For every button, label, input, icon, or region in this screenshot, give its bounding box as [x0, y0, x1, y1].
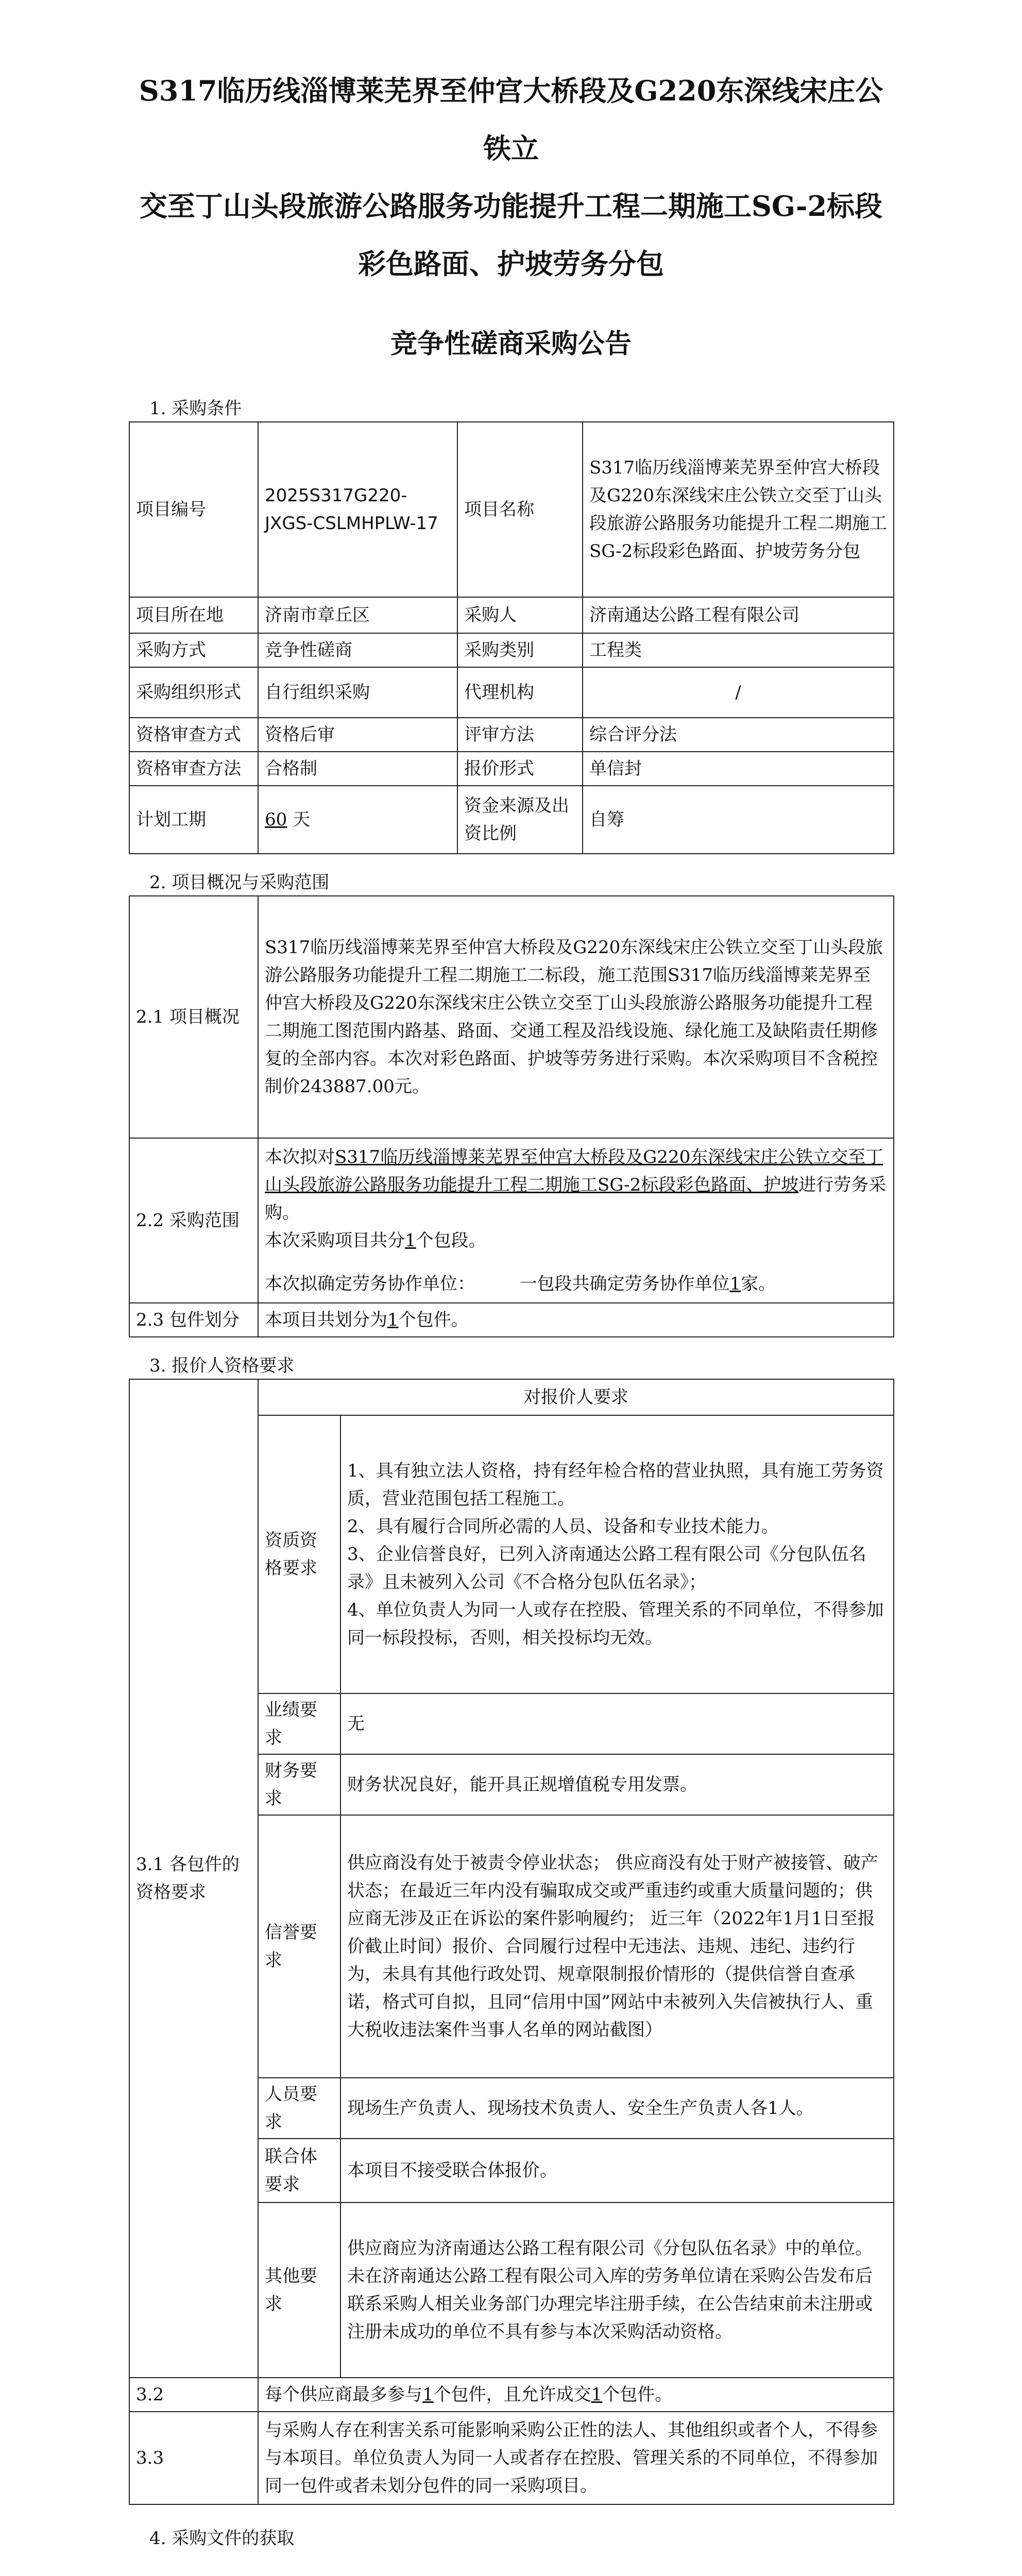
r32-cell — [258, 2378, 894, 2412]
pkg-pre: 本项目共划分为 — [265, 1310, 387, 1330]
scope-pre: 本次拟对 — [265, 1147, 335, 1167]
project-name-label: 项目名称 — [457, 422, 583, 597]
fin-value: 财务状况良好，能开具正规增值税专用发票。 — [340, 1754, 894, 1815]
purchase-conditions-table — [129, 421, 894, 854]
r32-num: 1 — [422, 2384, 434, 2405]
qual-item-1: 1、具有独立法人资格，持有经年检合格的营业执照，具有施工劳务资质，营业范围包括工程施工。 — [347, 1461, 884, 1509]
fin-label: 财务要求 — [258, 1754, 340, 1815]
title-line-2: 交至丁山头段旅游公路服务功能提升工程二期施工SG-2标段 — [139, 190, 883, 223]
org-form-value: 自行组织采购 — [258, 667, 457, 718]
agency-label: 代理机构 — [457, 667, 583, 718]
credit-value: 供应商没有处于被责令停业状态； 供应商没有处于财产被接管、破产状态；在最近三年内没有骗取成交或严重违约或重大质量问题的；供应商无涉及正在诉讼的案件影响履约； 近三年（2022年1月1日至报价截止时间）报价、合同履行过程中无违法、违规、违纪、违约行为，未具有其他行政处罚、规章限制报价情形的（提供信誉自查承诺，格式可自拟，且同“信用中国”网站中未被列入失信被执行人、重大税收违法案件当事人名单的网站截图） — [340, 1815, 894, 2078]
scope-note-right-post: 家。 — [741, 1274, 776, 1294]
project-overview-table — [129, 895, 894, 1337]
staff-value: 现场生产负责人、现场技术负责人、安全生产负责人各1人。 — [340, 2078, 894, 2139]
period-value: 60 — [265, 809, 287, 830]
overview-label: 2.1 项目概况 — [129, 896, 258, 1138]
r32-post2: 个包件。 — [602, 2384, 673, 2405]
method-value: 竞争性磋商 — [258, 633, 457, 667]
scope-link: S317临历线淄博莱芜界至仲宫大桥段及G220东深线宋庄公铁立交至丁山头段旅游公路服务功能提升工程二期施工SG-2标段彩色路面、护坡 — [265, 1147, 883, 1195]
qual-item-3: 3、企业信誉良好，已列入济南通达公路工程有限公司《分包队伍名录》且未被列入公司《不合格分包队伍名录》； — [347, 1544, 866, 1592]
scope-cell — [258, 1138, 894, 1303]
joint-label: 联合体要求 — [258, 2139, 340, 2202]
eval-value: 综合评分法 — [583, 718, 894, 752]
staff-label: 人员要求 — [258, 2078, 340, 2139]
qual-std-value: 合格制 — [258, 752, 457, 786]
scope-note-right-num: 1 — [729, 1274, 741, 1294]
eval-label: 评审方法 — [457, 718, 583, 752]
document-subtitle: 竞争性磋商采购公告 — [390, 328, 632, 360]
qual-items — [340, 1415, 894, 1693]
overview-text: S317临历线淄博莱芜界至仲宫大桥段及G220东深线宋庄公铁立交至丁山头段旅游公路服务功能提升工程二期施工二标段，施工范围S317临历线淄博莱芜界至仲宫大桥段及G220东深线宋庄公铁立交至丁山头段旅游公路服务功能提升工程二期施工图范围内路基、路面、交通工程及沿线设施、绿化施工及缺陷责任期修复的全部内容。本次对彩色路面、护坡等劳务进行采购。本次采购项目不含税控制价243887.00元。 — [258, 896, 894, 1138]
category-label: 采购类别 — [457, 633, 583, 667]
scope-note-right-pre: 一包段共确定劳务协作单位 — [519, 1274, 730, 1294]
pkg-cell — [258, 1303, 894, 1337]
document-page — [129, 0, 893, 2576]
r33-label: 3.3 — [129, 2412, 258, 2504]
other-label: 其他要求 — [258, 2202, 340, 2378]
section-3-heading: 3. 报价人资格要求 — [149, 1355, 295, 1376]
section-2-heading: 2. 项目概况与采购范围 — [149, 872, 330, 893]
period-value-cell — [258, 786, 457, 854]
joint-value: 本项目不接受联合体报价。 — [340, 2139, 894, 2202]
scope-label: 2.2 采购范围 — [129, 1138, 258, 1303]
location-label: 项目所在地 — [129, 597, 258, 633]
perf-label: 业绩要求 — [258, 1693, 340, 1754]
project-no-value: 2025S317G220-JXGS-CSLMHPLW-17 — [258, 422, 457, 597]
credit-label: 信誉要求 — [258, 1815, 340, 2078]
scope-count-post: 个包段。 — [416, 1230, 486, 1251]
pkg-label: 2.3 包件划分 — [129, 1303, 258, 1337]
method-label: 采购方式 — [129, 633, 258, 667]
pkg-num: 1 — [387, 1310, 399, 1330]
fund-label: 资金来源及出资比例 — [457, 786, 583, 854]
section-4-heading: 4. 采购文件的获取 — [149, 2528, 295, 2549]
qual-item-4: 4、单位负责人为同一人或存在控股、管理关系的不同单位，不得参加同一标段投标，否则，相关投标均无效。 — [347, 1600, 884, 1648]
period-unit: 天 — [293, 809, 311, 830]
section-1-heading: 1. 采购条件 — [149, 398, 242, 419]
r32-num2: 1 — [591, 2384, 603, 2405]
qual-item-2: 2、具有履行合同所必需的人员、设备和专业技术能力。 — [347, 1516, 779, 1537]
qual-review-label: 资格审查方式 — [129, 718, 258, 752]
qual-label: 资质资格要求 — [258, 1415, 340, 1693]
buyer-value: 济南通达公路工程有限公司 — [583, 597, 894, 633]
scope-count-pre: 本次采购项目共分 — [265, 1230, 405, 1251]
project-no-label: 项目编号 — [129, 422, 258, 597]
r32-label: 3.2 — [129, 2378, 258, 2412]
qual-std-label: 资格审查方法 — [129, 752, 258, 786]
r32-post: 个包件，且允许成交 — [433, 2384, 591, 2405]
title-line-3: 彩色路面、护坡劳务分包 — [358, 247, 664, 280]
fund-value: 自筹 — [583, 786, 894, 854]
buyer-label: 采购人 — [457, 597, 583, 633]
scope-post: 进行劳务采购。 — [265, 1175, 887, 1223]
project-name-value: S317临历线淄博莱芜界至仲宫大桥段及G220东深线宋庄公铁立交至丁山头段旅游公路服务功能提升工程二期施工SG-2标段彩色路面、护坡劳务分包 — [583, 422, 894, 597]
scope-count: 1 — [405, 1230, 416, 1251]
perf-value: 无 — [340, 1693, 894, 1754]
bid-form-label: 报价形式 — [457, 752, 583, 786]
title-line-1: S317临历线淄博莱芜界至仲宫大桥段及G220东深线宋庄公铁立 — [139, 74, 883, 165]
pkg-post: 个包件。 — [398, 1310, 469, 1330]
r32-pre: 每个供应商最多参与 — [265, 2384, 422, 2405]
r33-value: 与采购人存在利害关系可能影响采购公正性的法人、其他组织或者个人，不得参与本项目。单位负责人为同一人或者存在控股、管理关系的不同单位，不得参加同一包件或者未划分包件的同一采购项目。 — [258, 2412, 894, 2504]
location-value: 济南市章丘区 — [258, 597, 457, 633]
other-value: 供应商应为济南通达公路工程有限公司《分包队伍名录》中的单位。未在济南通达公路工程有限公司入库的劳务单位请在采购公告发布后联系采购人相关业务部门办理完毕注册手续，在公告结束前未注册或注册未成功的单位不具有参与本次采购活动资格。 — [340, 2202, 894, 2378]
qual-review-value: 资格后审 — [258, 718, 457, 752]
qualification-table — [129, 1379, 894, 2505]
category-value: 工程类 — [583, 633, 894, 667]
period-label: 计划工期 — [129, 786, 258, 854]
agency-value: / — [583, 667, 894, 718]
org-form-label: 采购组织形式 — [129, 667, 258, 718]
scope-note: 本次拟确定劳务协作单位： — [265, 1274, 475, 1294]
group-label: 3.1 各包件的资格要求 — [129, 1379, 258, 2378]
bid-form-value: 单信封 — [583, 752, 894, 786]
head-label: 对报价人要求 — [258, 1379, 894, 1415]
title-block — [129, 0, 893, 365]
